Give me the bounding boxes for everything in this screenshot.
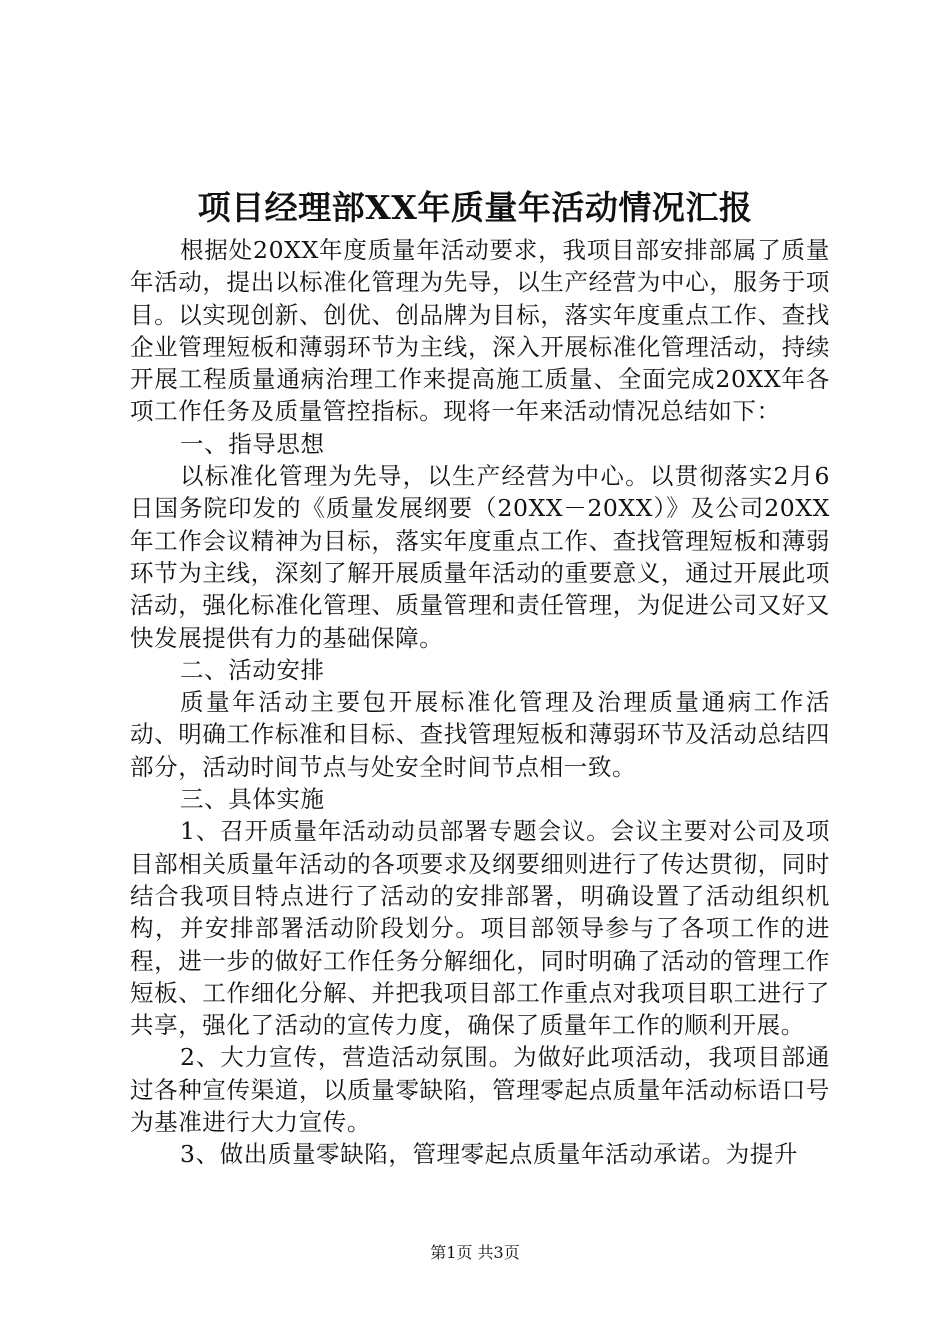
section-heading-guiding-thought: 一、指导思想	[180, 429, 325, 458]
implementation-item-1: 1、召开质量年活动动员部署专题会议。会议主要对公司及项目部相关质量年活动的各项要求及纲要细则进行了传达贯彻，同时结合我项目特点进行了活动的安排部署，明确设置了活动组织机构，并安排部署活动阶段划分。项目部领导参与了各项工作的进程，进一步的做好工作任务分解细化，同时明确了活动的管理工作短板、工作细化分解、并把我项目部工作重点对我项目职工进行了共享，强化了活动的宣传力度，确保了质量年工作的顺利开展。	[130, 817, 830, 1040]
section-heading-implementation: 三、具体实施	[180, 785, 325, 814]
section-heading-activity-arrangement: 二、活动安排	[180, 655, 325, 684]
page-number-footer: 第1页 共3页	[430, 1243, 520, 1262]
intro-paragraph: 根据处20XX年度质量年活动要求，我项目部安排部属了质量年活动，提出以标准化管理为先导，以生产经营为中心，服务于项目。以实现创新、创优、创品牌为目标，落实年度重点工作、查找企业管理短板和薄弱环节为主线，深入开展标准化管理活动，持续开展工程质量通病治理工作来提高施工质量、全面完成20XX年各项工作任务及质量管控指标。现将一年来活动情况总结如下：	[130, 236, 830, 426]
document-title: 项目经理部XX年质量年活动情况汇报	[197, 188, 753, 227]
activity-arrangement-paragraph: 质量年活动主要包开展标准化管理及治理质量通病工作活动、明确工作标准和目标、查找管理短板和薄弱环节及活动总结四部分，活动时间节点与处安全时间节点相一致。	[130, 688, 830, 781]
implementation-item-2: 2、大力宣传，营造活动氛围。为做好此项活动，我项目部通过各种宣传渠道，以质量零缺陷，管理零起点质量年活动标语口号为基准进行大力宣传。	[130, 1043, 830, 1137]
document-body	[130, 234, 830, 1171]
implementation-item-3: 3、做出质量零缺陷，管理零起点质量年活动承诺。为提升	[180, 1140, 799, 1169]
guiding-thought-paragraph: 以标准化管理为先导，以生产经营为中心。以贯彻落实2月6日国务院印发的《质量发展纲要（20XX－20XX）》及公司20XX年工作会议精神为目标，落实年度重点工作、查找管理短板和薄弱环节为主线，深刻了解开展质量年活动的重要意义，通过开展此项活动，强化标准化管理、质量管理和责任管理，为促进公司又好又快发展提供有力的基础保障。	[130, 462, 830, 652]
